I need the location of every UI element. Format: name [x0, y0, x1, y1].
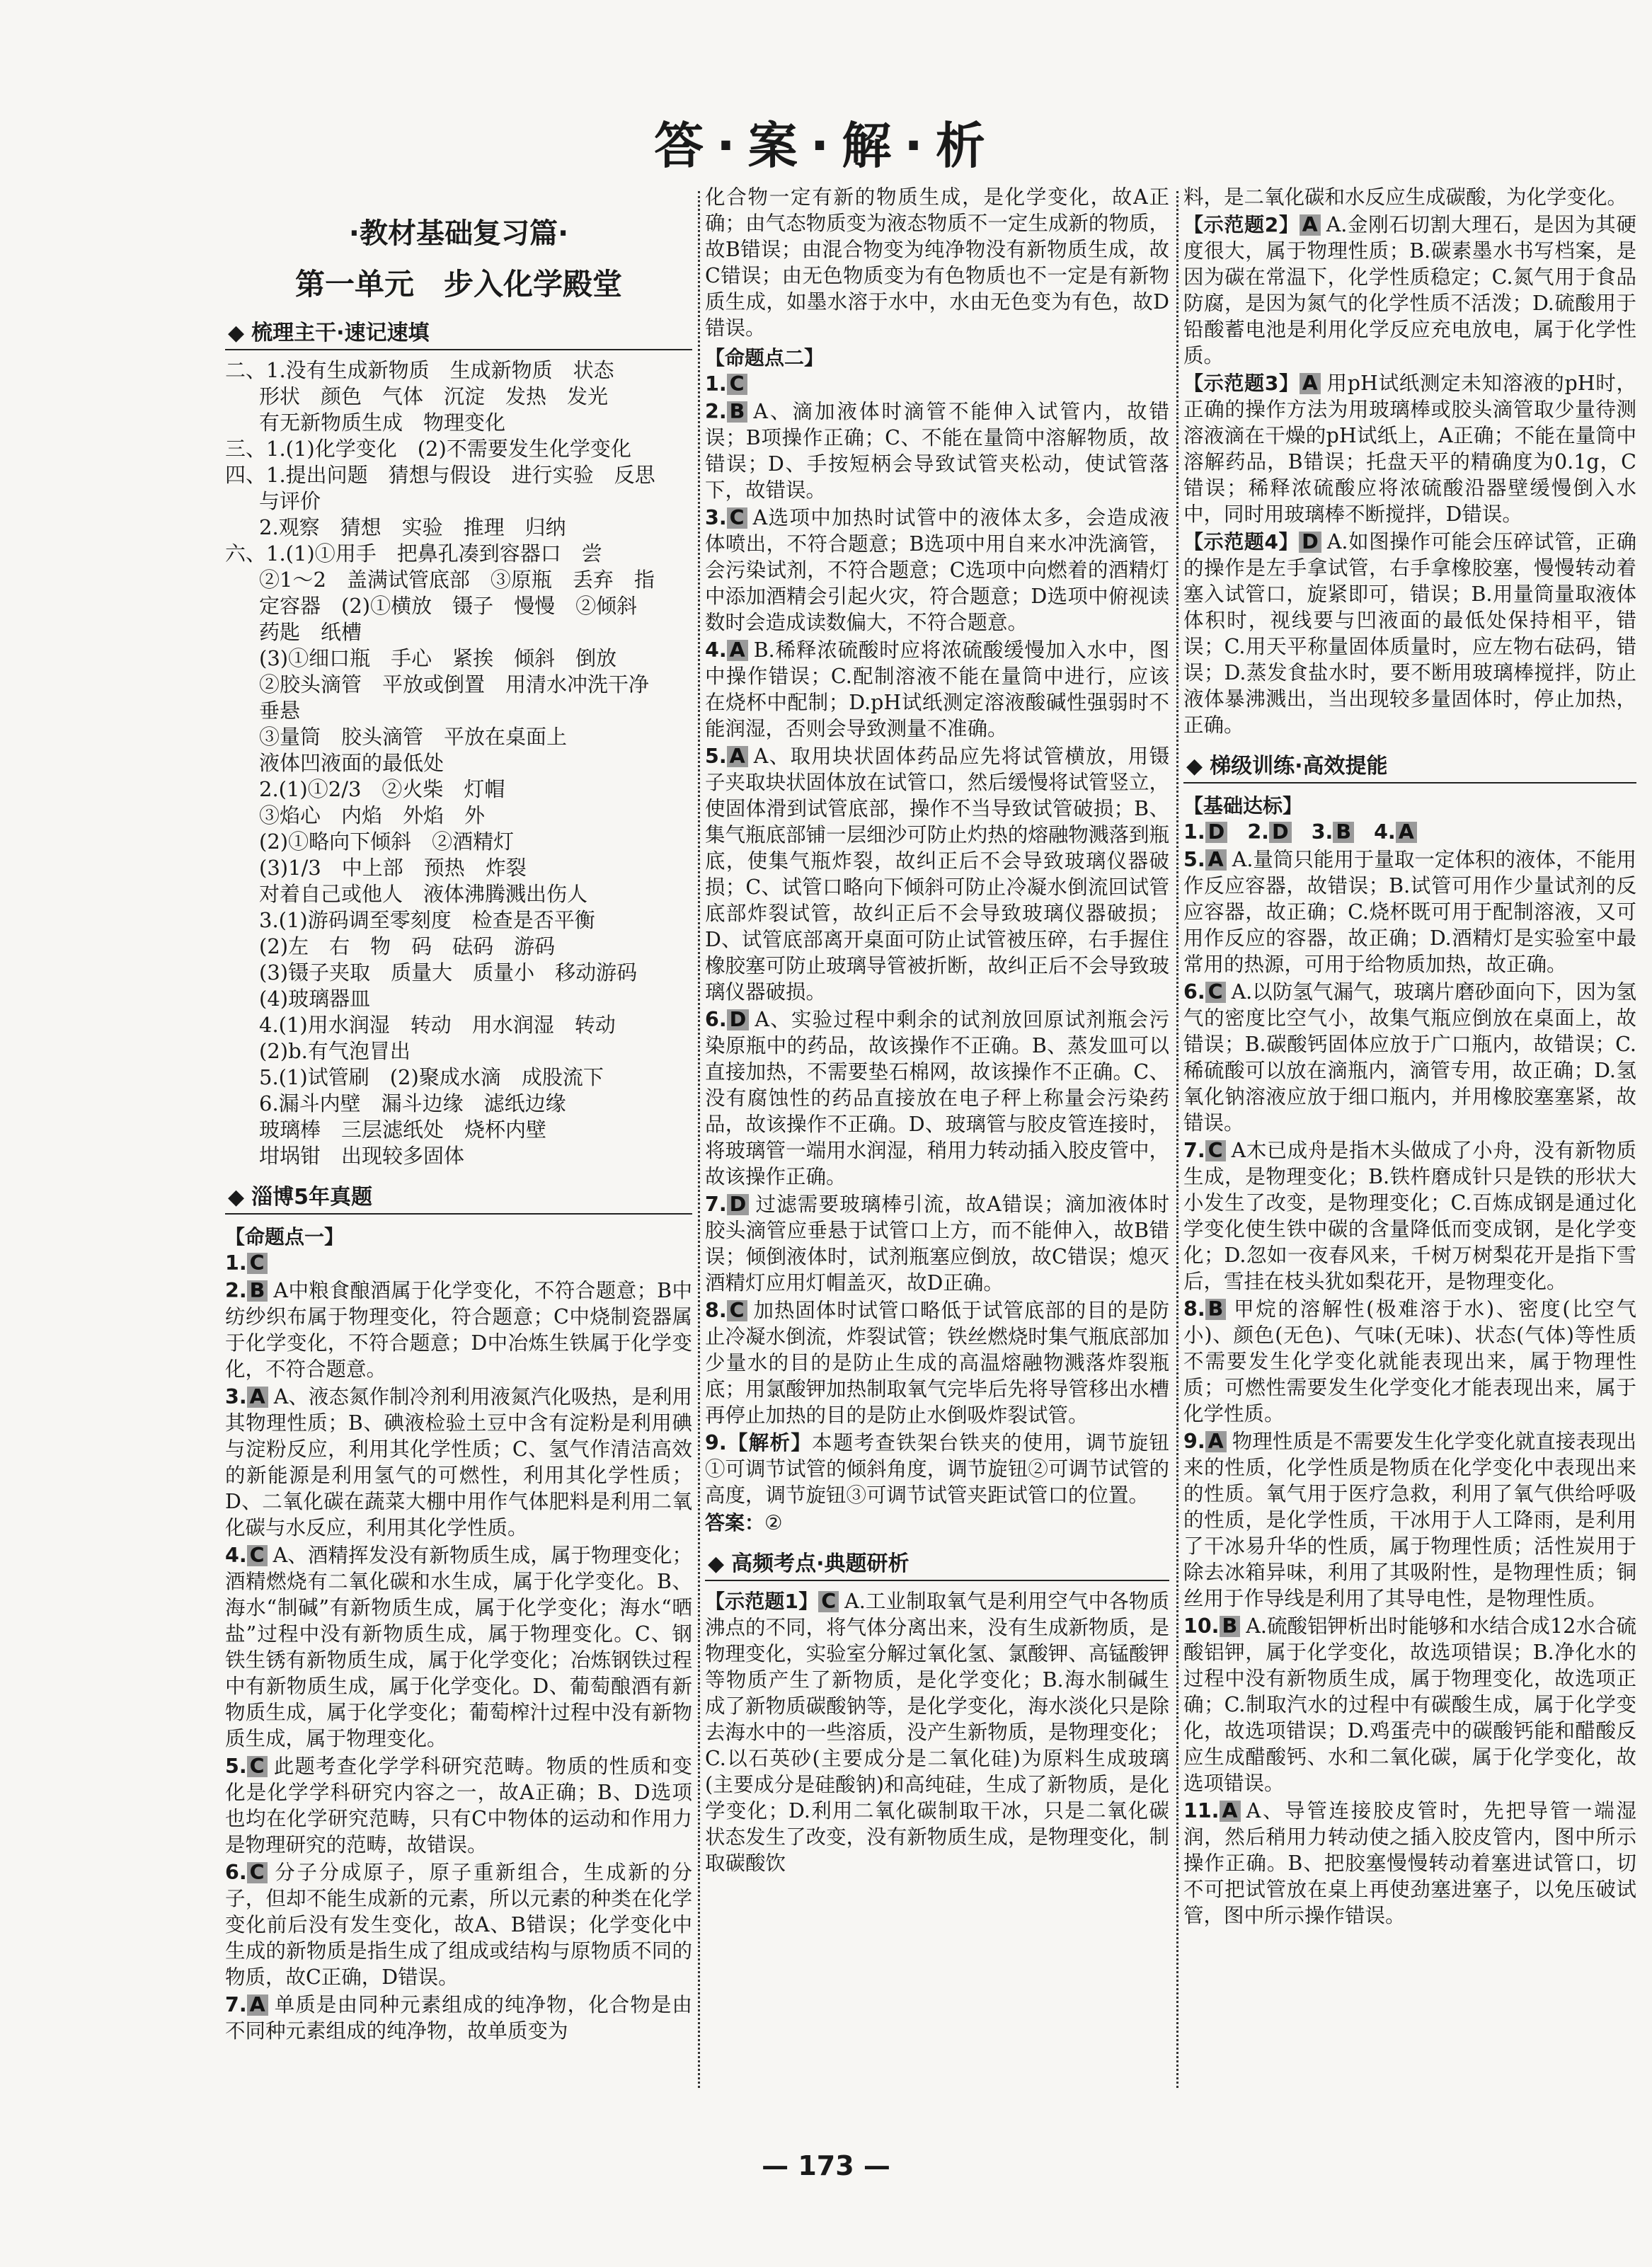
answer-item	[705, 398, 1169, 503]
item-number: 1.	[225, 1251, 247, 1275]
item-number: 8.	[1183, 1297, 1205, 1321]
answer-item	[225, 1542, 692, 1752]
continued-text: 料，是二氧化碳和水反应生成碳酸，为化学变化。	[1183, 185, 1628, 209]
review-line: 坩埚钳 出现较多固体	[259, 1144, 465, 1168]
answer-item	[705, 1191, 1169, 1296]
answer-item	[705, 1297, 1169, 1428]
item-text: A、实验过程中剩余的试剂放回原试剂瓶会污染原瓶中的药品，故该操作不正确。B、蒸发皿可以直接加热，不需要垫石棉网，故该操作不正确。C、没有腐蚀性的药品直接放在电子秤上称量会污染药品，故该操作不正确。D、玻璃管与胶皮管连接时，将玻璃管一端用水润湿，稍用力转动插入胶皮管中，故该操作正确。	[705, 1008, 1169, 1188]
answer-badge: B	[1205, 1299, 1227, 1320]
item-number: 6.	[225, 1861, 247, 1884]
item-number: 7.	[225, 1993, 247, 2016]
column-1	[225, 205, 692, 2145]
example-label: 【示范题3】	[1183, 372, 1300, 395]
answer-item	[1183, 979, 1636, 1136]
answer-badge: D	[727, 1194, 750, 1215]
answer-badge: C	[247, 1862, 268, 1883]
answer-badge: D	[1205, 822, 1228, 843]
answer-badge: A	[1396, 822, 1417, 843]
item-number: 6.	[705, 1008, 727, 1031]
answer-list	[225, 1250, 692, 2044]
topic-heading: 【命题点二】	[705, 346, 825, 369]
item-number: 11.	[1183, 1799, 1220, 1823]
review-line: 4.(1)用水润湿 转动 用水润湿 转动	[259, 1013, 616, 1037]
item-number: 5.	[1183, 848, 1205, 871]
answer-badge: C	[247, 1756, 268, 1777]
answer-item	[705, 505, 1169, 636]
review-line: 有无新物质生成 物理变化	[259, 411, 506, 435]
answer-item	[1183, 1296, 1636, 1427]
item-number: 4.	[225, 1544, 247, 1567]
review-line: (2)①略向下倾斜 ②酒精灯	[259, 830, 515, 854]
item-text: B.稀释浓硫酸时应将浓硫酸缓慢加入水中，图中操作错误；C.配制溶液不能在量筒中进行，应该在烧杯中配制；D.pH试纸测定溶液酸碱性强弱时不能润湿，否则会导致测量不准确。	[705, 638, 1169, 740]
answer-badge: C	[727, 507, 747, 529]
diamond-icon: ◆	[1186, 754, 1203, 779]
answer-badge: D	[727, 1009, 750, 1031]
column-divider-left	[698, 191, 700, 2088]
example-label: 【示范题2】	[1183, 213, 1300, 236]
item-number: 3.	[705, 506, 727, 529]
section-title: ·教材基础复习篇·	[348, 217, 569, 250]
item-text: 此题考查化学学科研究范畴。物质的性质和变化是化学学科研究内容之一，故A正确；B、D选项也均在化学研究范畴，只有C中物体的运动和作用力是物理研究的范畴，故错误。	[225, 1755, 692, 1856]
review-line: 2.观察 猜想 实验 推理 归纳	[259, 515, 566, 539]
review-line: ③焰心 内焰 外焰 外	[259, 803, 486, 827]
answer-badge: C	[1205, 982, 1226, 1003]
item-text: A、滴加液体时滴管不能伸入试管内，故错误；B项操作正确；C、不能在量筒中溶解物质，故错误；D、手按短柄会导致试管夹松动，使试管落下，故错误。	[705, 400, 1169, 502]
answer-item	[705, 371, 1169, 397]
item-text: 甲烷的溶解性(极难溶于水)、密度(比空气小)、颜色(无色)、气味(无味)、状态(气体)等性质不需要发生化学变化就能表现出来，属于物理性质；可燃性需要发生化学变化才能表现出来，属于化学性质。	[1183, 1297, 1636, 1425]
item-text: A.以防氢气漏气，玻璃片磨砂面向下，因为氢气的密度比空气小，故集气瓶应倒放在桌面上，故错误；B.碳酸钙固体应放于广口瓶内，故错误；C.稀硫酸可以放在滴瓶内，滴管专用，故正确；D.氢氧化钠溶液应放于细口瓶内，并用橡胶塞塞紧，故错误。	[1183, 980, 1636, 1135]
item-number: 5.	[705, 745, 727, 768]
answer-item	[225, 1992, 692, 2044]
review-line: 5.(1)试管刷 (2)聚成水滴 成股流下	[259, 1065, 604, 1089]
item-text: 用pH试纸测定未知溶液的pH时，正确的操作方法为用玻璃棒或胶头滴管取少量待测溶液滴在干燥的pH试纸上，A正确；不能在量筒中溶解药品，B错误；托盘天平的精确度为0.1g，C错误；稀释浓硫酸应将浓硫酸沿器壁缓慢倒入水中，同时用玻璃棒不断搅拌，D错误。	[1183, 372, 1636, 526]
review-line: 三、1.(1)化学变化 (2)不需要发生化学变化	[225, 437, 631, 461]
answer-item	[705, 743, 1169, 1005]
column-3	[1183, 184, 1636, 2123]
answer-line: 答案：②	[705, 1511, 783, 1534]
item-text: A、酒精挥发没有新物质生成，属于物理变化；酒精燃烧有二氧化碳和水生成，属于化学变化。B、海水“制碱”有新物质生成，属于化学变化；海水“晒盐”过程中没有新物质生成，属于物理变化。C、钢铁生锈有新物质生成，属于化学变化；冶炼钢铁过程中有新物质生成，属于化学变化。D、葡萄酿酒有新物质生成，属于化学变化；葡萄榨汁过程中没有新物质生成，属于物理变化。	[225, 1544, 692, 1750]
item-number: 2.	[1247, 820, 1270, 844]
column-2	[705, 184, 1169, 2123]
example-label: 【示范题4】	[1183, 530, 1300, 553]
answer-badge: A	[1300, 373, 1321, 394]
item-text: A选项中加热时试管中的液体太多，会造成液体喷出，不符合题意；B选项中用自来水冲洗滴管，会污染试剂，不符合题意；C选项中向燃着的酒精灯中添加酒精会引起火灾，符合题意；D选项中俯视读数时会造成读数偏大，不符合题意。	[705, 506, 1169, 634]
item-text: A.金刚石切割大理石，是因为其硬度很大，属于物理性质；B.碳素墨水书写档案，是因为碳在常温下，化学性质稳定；C.氮气用于食品防腐，是因为氮气的化学性质不活泼；D.硫酸用于铅酸蓄电池是利用化学反应充电放电，属于化学性质。	[1183, 213, 1636, 367]
answer-badge: A	[247, 1995, 268, 2016]
review-line: ③量筒 胶头滴管 平放在桌面上	[259, 725, 568, 749]
review-line: 二、1.没有生成新物质 生成新物质 状态	[225, 358, 614, 382]
answer-list	[705, 371, 1169, 1428]
example-list	[1183, 212, 1636, 738]
review-line: 形状 颜色 气体 沉淀 发热 发光	[259, 384, 609, 408]
section-bar: ◆ 淄博5年真题	[225, 1178, 692, 1215]
diamond-icon: ◆	[228, 1185, 245, 1210]
answer-badge: B	[727, 401, 748, 423]
answer-badge: D	[1299, 532, 1321, 553]
answer-item	[225, 1859, 692, 1990]
answer-item	[225, 1278, 692, 1382]
item-number: 3.	[225, 1385, 247, 1408]
section-bar: ◆ 梳理主干·速记速填	[225, 314, 692, 350]
topic-heading: 【命题点一】	[225, 1225, 345, 1249]
item-number: 7.	[705, 1193, 727, 1216]
section-bar: ◆ 梯级训练·高效提能	[1183, 747, 1636, 784]
item-number: 7.	[1183, 1139, 1205, 1162]
item-text: 本题考查铁架台铁夹的使用，调节旋钮①可调节试管的倾斜角度，调节旋钮②可调节试管的高度，调节旋钮③可调节试管夹距试管口的位置。	[705, 1431, 1169, 1507]
answer-item	[1183, 1613, 1636, 1796]
answer-badge: A	[727, 746, 748, 767]
quick-answer-row	[1183, 819, 1636, 845]
item-text: A、导管连接胶皮管时，先把导管一端湿润，然后稍用力转动使之插入胶皮管内，图中所示操作正确。B、把胶塞慢慢转动着塞进试管口，切不可把试管放在桌上再使劲塞进塞子，以免压破试管，图中所示操作错误。	[1183, 1799, 1636, 1927]
answer-item	[705, 1430, 1169, 1508]
answer-item	[225, 1250, 692, 1276]
review-line: 六、1.(1)①用手 把鼻孔凑到容器口 尝	[225, 541, 602, 566]
answer-item	[1183, 1428, 1636, 1612]
review-line: (4)玻璃器皿	[259, 987, 371, 1011]
answer-badge: B	[1220, 1616, 1241, 1637]
item-text: 加热固体时试管口略低于试管底部的目的是防止冷凝水倒流，炸裂试管；铁丝燃烧时集气瓶底部加少量水的目的是防止生成的高温熔融物溅落炸裂瓶底；用氯酸钾加热制取氧气完毕后先将导管移出水槽再停止加热的目的是防止水倒吸炸裂试管。	[705, 1299, 1169, 1427]
answer-item	[225, 1384, 692, 1541]
review-line: (3)1/3 中上部 预热 炸裂	[259, 856, 527, 880]
page-number: — 173 —	[762, 2150, 890, 2181]
answer-badge: B	[1333, 822, 1354, 843]
review-line: 定容器 (2)①横放 镊子 慢慢 ②倾斜	[259, 594, 638, 618]
item-number: 9.	[1183, 1430, 1205, 1453]
answer-item	[1183, 1137, 1636, 1295]
review-line: 3.(1)游码调至零刻度 检查是否平衡	[259, 908, 595, 932]
review-line: 垂悬	[259, 699, 301, 723]
example-item	[1183, 212, 1636, 369]
review-lines	[225, 357, 692, 1169]
item-label: 9.【解析】	[705, 1431, 813, 1454]
column-divider-right	[1176, 191, 1178, 2088]
item-number: 8.	[705, 1299, 727, 1322]
answer-badge: A	[247, 1387, 268, 1408]
review-line: ②1～2 盖满试管底部 ③原瓶 丢弃 指	[259, 568, 655, 592]
review-line: 6.漏斗内壁 漏斗边缘 滤纸边缘	[259, 1091, 566, 1115]
answer-badge: C	[727, 374, 747, 395]
item-text: A.量筒只能用于量取一定体积的液体，不能用作反应容器，故错误；B.试管可用作少量试剂的反应容器，故正确；C.烧杯既可用于配制溶液，又可用作反应的容器，故正确；D.酒精灯是实验室中最常用的热源，可用于给物质加热，故正确。	[1183, 848, 1636, 976]
review-line: (3)①细口瓶 手心 紧挨 倾斜 倒放	[259, 646, 617, 670]
answer-item	[705, 1006, 1169, 1190]
item-number: 6.	[1183, 980, 1205, 1004]
item-number: 5.	[225, 1755, 247, 1778]
item-text: 分子分成原子，原子重新组合，生成新的分子，但却不能生成新的元素，所以元素的种类在化学变化前后没有发生变化，故A、B错误；化学变化中生成的新物质是指生成了组成或结构与原物质不同的物质，故C正确，D错误。	[225, 1861, 692, 1989]
review-line: (2)左 右 物 码 砝码 游码	[259, 934, 556, 958]
item-number: 2.	[225, 1279, 247, 1302]
topic-heading: 【基础达标】	[1183, 794, 1303, 817]
answer-badge: A	[1205, 849, 1227, 871]
example-item	[1183, 529, 1636, 738]
review-line: 玻璃棒 三层滤纸处 烧杯内壁	[259, 1118, 547, 1142]
review-line: (2)b.有气泡冒出	[259, 1039, 411, 1063]
answer-badge: A	[1300, 214, 1321, 236]
item-text: 物理性质是不需要发生化学变化就直接表现出来的性质，化学性质是物质在化学变化中表现出来的性质。氧气用于医疗急救，利用了氧气供给呼吸的性质，是化学性质，干冰用于人工降雨，是利用了干冰易升华的性质，属于物理性质；活性炭用于除去冰箱异味，利用了其吸附性，是物理性质；铜丝用于作导线是利用了其导电性，是物理性质。	[1183, 1430, 1636, 1610]
item-text: A中粮食酿酒属于化学变化，不符合题意；B中纺纱织布属于物理变化，符合题意；C中烧制瓷器属于化学变化，不符合题意；D中冶炼生铁属于化学变化，不符合题意。	[225, 1279, 692, 1381]
example-item	[1183, 370, 1636, 527]
continued-text: 化合物一定有新的物质生成，是化学变化，故A正确；由气态物质变为液态物质不一定生成新的物质，故B错误；由混合物变为纯净物没有新物质生成，故C错误；由无色物质变为有色物质也不一定是有新物质生成，如墨水溶于水中，水由无色变为有色，故D错误。	[705, 185, 1169, 340]
answer-list	[1183, 846, 1636, 1929]
diamond-icon: ◆	[228, 321, 245, 345]
answer-badge: B	[247, 1280, 268, 1302]
item-text: A、取用块状固体药品应先将试管横放，用镊子夹取块状固体放在试管口，然后缓慢将试管竖立，使固体滑到试管底部，操作不当导致试管破损；B、集气瓶底部铺一层细沙可防止灼热的熔融物溅落到瓶底，使集气瓶炸裂，故纠正后不会导致玻璃仪器破损；C、试管口略向下倾斜可防止冷凝水倒流回试管底部炸裂试管，故纠正后不会导致玻璃仪器破损；D、试管底部离开桌面可防止试管被压碎，右手握住橡胶塞可防止玻璃导管被折断，故纠正后不会导致玻璃仪器破损。	[705, 745, 1169, 1004]
example-item: 【示范题1】 C A.工业制取氧气是利用空气中各物质沸点的不同，将气体分离出来，没有生成新物质，是物理变化，实验室分解过氧化氢、氯酸钾、高锰酸钾等物质产生了新物质，是化学变化；B.海水制碱生成了新物质碳酸钠等，是化学变化，海水淡化只是除去海水中的一些溶质，没产生新物质，是物理变化；C.以石英砂(主要成分是二氧化硅)为原料生成玻璃(主要成分是硅酸钠)和高纯硅，生成了新物质，是化学变化；D.利用二氧化碳制取干冰，只是二氧化碳状态发生了改变，没有新物质生成，是物理变化，制取碳酸饮	[705, 1590, 1169, 1875]
item-text: A.如图操作可能会压碎试管，正确的操作是左手拿试管，右手拿橡胶塞，慢慢转动着塞入试管口，旋紧即可，错误；B.用量筒量取液体体积时，视线要与凹液面的最低处保持相平，错误；C.用天平称量固体质量时，应左物右砝码，错误；D.蒸发食盐水时，要不断用玻璃棒搅拌，防止液体暴沸溅出，当出现较多量固体时，停止加热，正确。	[1183, 530, 1636, 737]
item-text: A、液态氮作制冷剂利用液氮汽化吸热，是利用其物理性质；B、碘液检验土豆中含有淀粉是利用碘与淀粉反应，利用其化学性质；C、氢气作清洁高效的新能源是利用氢气的可燃性，利用其化学性质；D、二氧化碳在蔬菜大棚中用作气体肥料是利用二氧化碳与水反应，利用其化学性质。	[225, 1385, 692, 1539]
answer-badge: C	[247, 1545, 268, 1566]
page-title: 答·案·解·析	[654, 117, 998, 175]
review-line: 对着自己或他人 液体沸腾溅出伤人	[259, 882, 588, 906]
unit-title: 第一单元 步入化学殿堂	[294, 267, 622, 302]
review-line: ②胶头滴管 平放或倒置 用清水冲洗干净	[259, 672, 650, 696]
section-bar: ◆ 高频考点·典题研析	[705, 1544, 1169, 1581]
item-number: 4.	[1374, 820, 1396, 844]
answer-item	[705, 637, 1169, 742]
review-line: 与评价	[259, 489, 321, 513]
review-line: 液体凹液面的最低处	[259, 751, 444, 775]
diamond-icon: ◆	[708, 1551, 725, 1576]
item-number: 1.	[705, 372, 727, 396]
review-line: 药匙 纸槽	[259, 620, 362, 644]
answer-badge: C	[1205, 1140, 1226, 1161]
item-number: 4.	[705, 638, 727, 662]
answer-badge: A	[727, 640, 748, 661]
answer-badge: A	[1220, 1801, 1241, 1822]
answer-badge: C	[818, 1591, 839, 1612]
item-number: 3.	[1311, 820, 1333, 844]
answer-item	[1183, 846, 1636, 977]
item-text: 单质是由同种元素组成的纯净物，化合物是由不同种元素组成的纯净物，故单质变为	[225, 1993, 692, 2043]
answer-item	[1183, 1798, 1636, 1929]
review-line: 四、1.提出问题 猜想与假设 进行实验 反思	[225, 463, 655, 487]
review-line: (3)镊子夹取 质量大 质量小 移动游码	[259, 960, 638, 985]
review-line: 2.(1)①2/3 ②火柴 灯帽	[259, 777, 505, 801]
item-text: A木已成舟是指木头做成了小舟，没有新物质生成，是物理变化；B.铁杵磨成针只是铁的形状大小发生了改变，是物理变化；C.百炼成钢是通过化学变化使生铁中碳的含量降低而变成钢，是化学变化；D.忽如一夜春风来，千树万树梨花开是指下雪后，雪挂在枝头犹如梨花开，是物理变化。	[1183, 1139, 1636, 1293]
item-text: 过滤需要玻璃棒引流，故A错误；滴加液体时胶头滴管应垂悬于试管口上方，而不能伸入，故B错误；倾倒液体时，试剂瓶塞应倒放，故C错误；熄灭酒精灯应用灯帽盖灭，故D正确。	[705, 1193, 1169, 1295]
item-number: 2.	[705, 400, 727, 423]
answer-item	[225, 1753, 692, 1858]
answer-badge: C	[727, 1300, 747, 1321]
item-text: A.硫酸铝钾析出时能够和水结合成12水合硫酸铝钾，属于化学变化，故选项错误；B.净化水的过程中没有新物质生成，属于物理变化，故选项正确；C.制取汽水的过程中有碳酸生成，属于化学变化，故选项错误；D.鸡蛋壳中的碳酸钙能和醋酸反应生成醋酸钙、水和二氧化碳，属于化学变化，故选项错误。	[1183, 1614, 1636, 1795]
answer-badge: C	[247, 1253, 268, 1274]
item-number: 10.	[1183, 1614, 1220, 1638]
item-number: 1.	[1183, 820, 1205, 844]
answer-badge: A	[1205, 1431, 1227, 1452]
answer-badge: D	[1269, 822, 1292, 843]
